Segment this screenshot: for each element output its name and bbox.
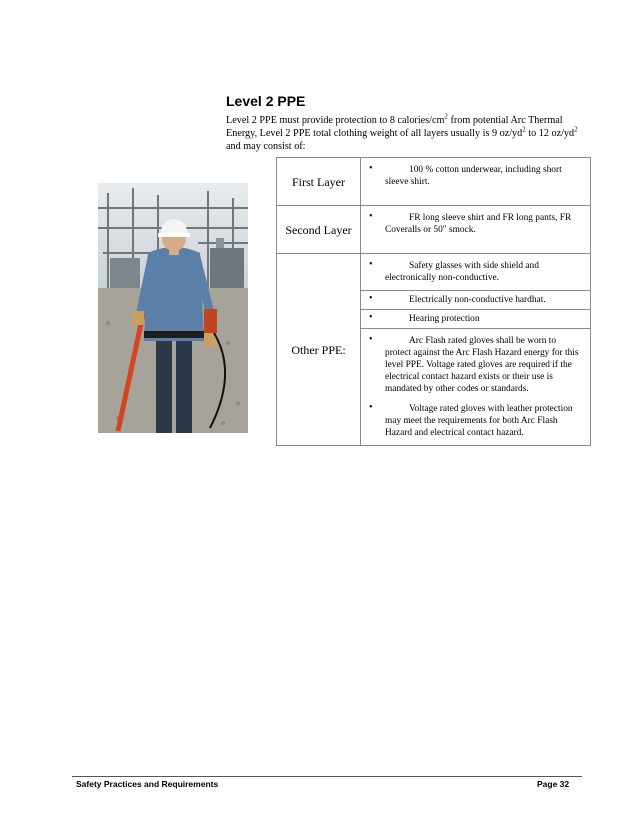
intro-sup-1: 2	[444, 112, 448, 121]
footer-divider	[72, 776, 582, 777]
item-text: Voltage rated gloves with leather protection may meet the requirements for both Arc Flash Hazard and electrical contact hazard.	[385, 404, 573, 438]
bullet-icon: •	[369, 211, 373, 222]
item-text: Electrically non-conductive hardhat.	[409, 295, 546, 305]
layer-items	[361, 206, 591, 254]
bullet-icon: •	[369, 293, 373, 304]
intro-text-3: to 12 oz/yd	[525, 128, 575, 139]
table-row	[277, 206, 591, 254]
layer-label: Other PPE:	[277, 254, 361, 446]
bullet-icon: •	[369, 163, 373, 174]
table-row	[277, 158, 591, 206]
intro-sup-2: 2	[522, 125, 526, 134]
intro-text-1: Level 2 PPE must provide protection to 8 calories/cm	[226, 115, 445, 126]
bullet-icon: •	[369, 334, 373, 345]
layer-items	[361, 158, 591, 206]
list-item	[361, 290, 590, 309]
page-number: Page 32	[537, 779, 570, 789]
footer-title: Safety Practices and Requirements	[76, 779, 219, 789]
section-heading: Level 2 PPE	[226, 93, 306, 109]
worker-photo	[98, 183, 248, 433]
item-text: Hearing protection	[409, 314, 480, 324]
item-text: 100 % cotton underwear, including short sleeve shirt.	[385, 165, 562, 187]
layer-label: First Layer	[277, 158, 361, 206]
list-item	[361, 309, 590, 328]
list-item	[361, 158, 590, 194]
list-item	[361, 254, 590, 290]
intro-sup-3: 2	[574, 125, 578, 134]
bullet-icon: •	[369, 312, 373, 323]
item-text: FR long sleeve shirt and FR long pants, FR Coveralls or 50" smock.	[385, 213, 572, 235]
bullet-icon: •	[369, 402, 373, 413]
layer-label: Second Layer	[277, 206, 361, 254]
intro-text-2: from potential Arc Thermal Energy, Level 2 PPE total clothing weight of all layers usually is 9 oz/yd	[226, 115, 563, 139]
worker-photo-illustration	[98, 183, 248, 433]
item-text: Safety glasses with side shield and electronically non-conductive.	[385, 261, 539, 283]
item-text: Arc Flash rated gloves shall be worn to protect against the Arc Flash Hazard energy for this level PPE. Voltage rated gloves are required if the electrical contact hazard exists or their use is mandated by other codes or standards.	[385, 336, 579, 394]
table-row	[277, 254, 591, 446]
bullet-icon: •	[369, 259, 373, 270]
list-item	[361, 401, 590, 445]
layer-items	[361, 254, 591, 446]
list-item	[361, 328, 590, 401]
list-item	[361, 206, 590, 242]
ppe-table	[276, 157, 591, 446]
intro-text-4: and may consist of:	[226, 141, 306, 152]
intro-paragraph	[226, 114, 588, 153]
